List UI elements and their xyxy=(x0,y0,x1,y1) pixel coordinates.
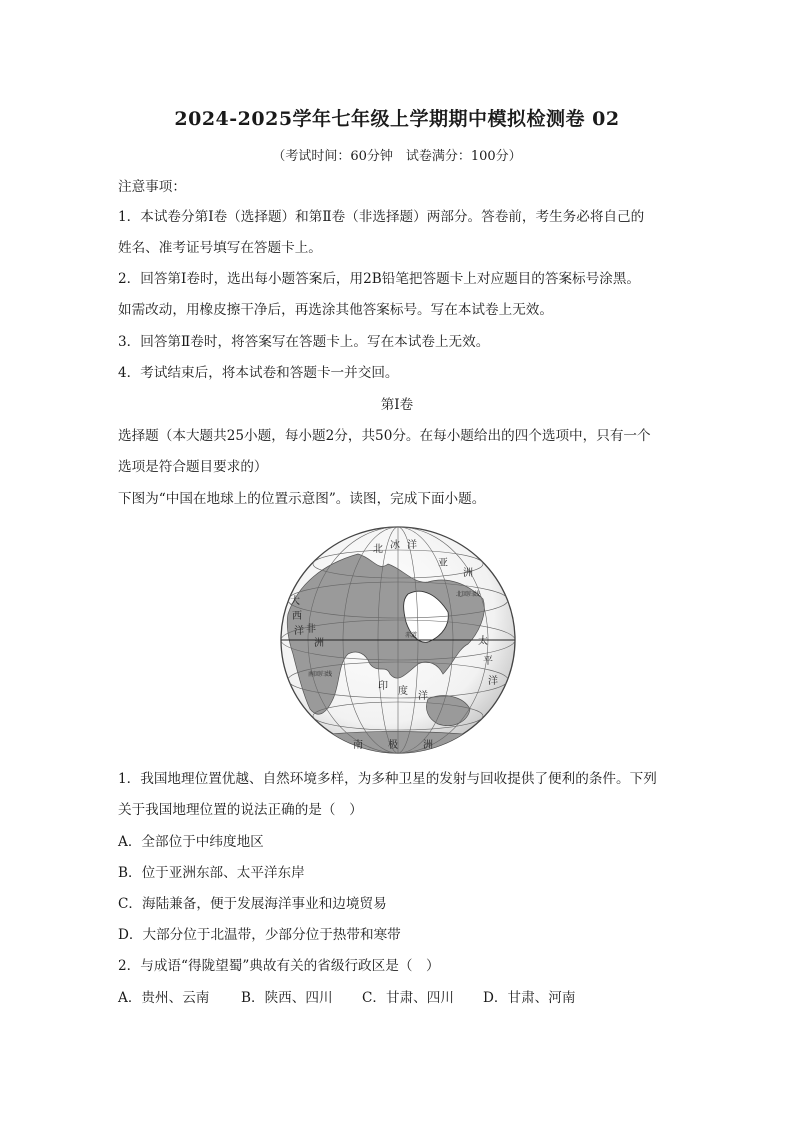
globe-label-nan: 南 xyxy=(353,740,363,751)
globe-label-tropic-cancer: 北回归线 xyxy=(456,591,481,598)
china-globe-map xyxy=(278,524,518,756)
q1-option-c[interactable]: C．海陆兼备，便于发展海洋事业和边境贸易 xyxy=(118,896,387,912)
q2-option-b[interactable]: B．陕西、四川 xyxy=(241,990,333,1006)
globe-label-tai: 太 xyxy=(478,636,488,647)
globe-label-zhou3: 洲 xyxy=(314,638,324,649)
q1-stem-line-1: 1．我国地理位置优越、自然环境多样，为多种卫星的发射与回收提供了便利的条件。下列 xyxy=(118,771,657,787)
q2-option-a[interactable]: A．贵州、云南 xyxy=(118,990,210,1006)
exam-title: 2024-2025学年七年级上学期期中模拟检测卷 02 xyxy=(174,108,620,130)
note-line-5: 3．回答第Ⅱ卷时，将答案写在答题卡上。写在本试卷上无效。 xyxy=(118,334,490,350)
globe-label-yang4: 洋 xyxy=(294,626,304,637)
globe-label-du: 度 xyxy=(398,686,408,697)
globe-label-yang2: 洋 xyxy=(418,691,428,702)
globe-label-ya: 亚 xyxy=(438,558,448,569)
globe-label-bei: 北 xyxy=(373,544,383,555)
globe-label-yin: 印 xyxy=(378,681,388,692)
q2-option-c[interactable]: C．甘肃、四川 xyxy=(362,990,454,1006)
globe-label-fei: 非 xyxy=(306,624,316,635)
note-line-6: 4．考试结束后，将本试卷和答题卡一并交回。 xyxy=(118,365,399,381)
notes-heading: 注意事项： xyxy=(118,179,186,195)
globe-label-equator: 赤道 xyxy=(405,632,418,639)
q2-option-d[interactable]: D．甘肃、河南 xyxy=(483,990,576,1006)
globe-label-tropic-capricorn: 南回归线 xyxy=(308,671,333,678)
section-title: 第Ⅰ卷 xyxy=(380,397,414,413)
exam-subtitle: （考试时间：60分钟 试卷满分：100分） xyxy=(272,149,522,164)
figure-prompt: 下图为“中国在地球上的位置示意图”。读图，完成下面小题。 xyxy=(118,491,486,507)
globe-label-ping: 平 xyxy=(483,656,493,667)
section-intro-line-2: 选项是符合题目要求的） xyxy=(118,459,268,475)
q1-option-b[interactable]: B．位于亚洲东部、太平洋东岸 xyxy=(118,865,305,881)
q2-options xyxy=(118,989,688,1007)
q1-stem-line-2: 关于我国地理位置的说法正确的是（ ） xyxy=(118,802,363,818)
note-line-1: 1．本试卷分第Ⅰ卷（选择题）和第Ⅱ卷（非选择题）两部分。答卷前，考生务必将自己的 xyxy=(118,209,645,225)
globe-label-zhou2: 洲 xyxy=(423,740,433,751)
globe-label-ji: 极 xyxy=(388,740,398,751)
globe-label-bing: 冰 xyxy=(390,540,400,551)
q1-option-d[interactable]: D．大部分位于北温带，少部分位于热带和寒带 xyxy=(118,927,401,943)
q1-option-a[interactable]: A．全部位于中纬度地区 xyxy=(118,834,264,850)
note-line-3: 2．回答第Ⅰ卷时，选出每小题答案后，用2B铅笔把答题卡上对应题目的答案标号涂黑。 xyxy=(118,271,641,287)
note-line-2: 姓名、准考证号填写在答题卡上。 xyxy=(118,240,322,256)
note-line-4: 如需改动，用橡皮擦干净后，再选涂其他答案标号。写在本试卷上无效。 xyxy=(118,302,553,318)
globe-label-zhou: 洲 xyxy=(463,568,473,579)
globe-label-xi: 西 xyxy=(292,611,302,622)
section-intro-line-1: 选择题（本大题共25小题，每小题2分，共50分。在每小题给出的四个选项中，只有一个 xyxy=(118,428,651,444)
globe-label-yang3: 洋 xyxy=(407,540,417,551)
q2-stem: 2．与成语“得陇望蜀”典故有关的省级行政区是（ ） xyxy=(118,958,440,974)
globe-label-yang: 洋 xyxy=(488,676,498,687)
globe-label-da: 大 xyxy=(290,596,300,607)
